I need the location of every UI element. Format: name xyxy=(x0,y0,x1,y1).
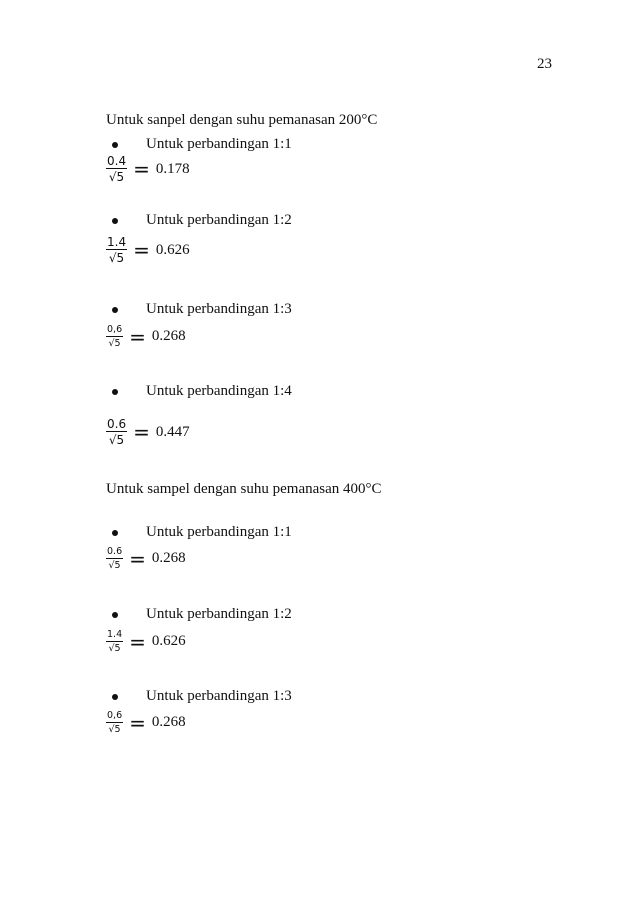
fraction xyxy=(106,711,123,734)
bullet-icon xyxy=(112,612,118,618)
fraction xyxy=(106,630,123,653)
formula-result: 0.178 xyxy=(155,160,190,177)
fraction-numerator: 1.4 xyxy=(107,235,127,249)
fraction xyxy=(106,325,123,348)
bullet-icon xyxy=(112,530,118,536)
fraction-denominator: √5 xyxy=(108,723,121,735)
fraction xyxy=(106,547,123,570)
list-item-label: Untuk perbandingan 1:1 xyxy=(146,524,292,540)
formula xyxy=(106,155,190,183)
list-item-label: Untuk perbandingan 1:4 xyxy=(146,383,292,399)
fraction-denominator: √5 xyxy=(108,559,121,571)
fraction-denominator: √5 xyxy=(108,170,125,184)
section-heading-400c: Untuk sampel dengan suhu pemanasan 400°C xyxy=(106,481,382,497)
bullet-icon xyxy=(112,218,118,224)
list-item-label: Untuk perbandingan 1:1 xyxy=(146,136,292,152)
bullet-icon xyxy=(112,694,118,700)
fraction-numerator: 0,6 xyxy=(107,710,123,721)
formula xyxy=(106,236,190,264)
formula xyxy=(106,418,190,446)
fraction-numerator: 0.4 xyxy=(107,154,127,168)
bullet-icon xyxy=(112,307,118,313)
fraction-denominator: √5 xyxy=(108,251,125,265)
fraction-denominator: √5 xyxy=(108,337,121,349)
equals-sign: = xyxy=(129,324,146,349)
fraction xyxy=(106,155,127,183)
equals-sign: = xyxy=(133,157,150,181)
list-item-label: Untuk perbandingan 1:3 xyxy=(146,301,292,317)
fraction xyxy=(106,236,127,264)
fraction-numerator: 1.4 xyxy=(107,629,123,640)
fraction-numerator: 0,6 xyxy=(107,324,123,335)
fraction-denominator: √5 xyxy=(108,433,125,447)
fraction-numerator: 0.6 xyxy=(107,546,123,557)
formula-result: 0.268 xyxy=(151,714,186,730)
bullet-icon xyxy=(112,389,118,395)
list-item-label: Untuk perbandingan 1:2 xyxy=(146,606,292,622)
formula-result: 0.268 xyxy=(151,550,186,566)
formula xyxy=(106,547,186,570)
list-item-label: Untuk perbandingan 1:3 xyxy=(146,688,292,704)
formula xyxy=(106,630,186,653)
fraction-numerator: 0.6 xyxy=(107,417,127,431)
formula-result: 0.626 xyxy=(155,241,190,258)
formula xyxy=(106,325,186,348)
formula-result: 0.447 xyxy=(155,423,190,440)
list-item-label: Untuk perbandingan 1:2 xyxy=(146,212,292,228)
formula-result: 0.626 xyxy=(151,633,186,649)
equals-sign: = xyxy=(133,420,150,444)
equals-sign: = xyxy=(129,546,146,571)
equals-sign: = xyxy=(129,710,146,735)
equals-sign: = xyxy=(129,629,146,654)
fraction-denominator: √5 xyxy=(108,642,121,654)
bullet-icon xyxy=(112,142,118,148)
equals-sign: = xyxy=(133,238,150,262)
fraction xyxy=(106,418,127,446)
page-number: 23 xyxy=(537,56,552,72)
formula xyxy=(106,711,186,734)
section-heading-200c: Untuk sanpel dengan suhu pemanasan 200°C xyxy=(106,112,378,128)
formula-result: 0.268 xyxy=(151,328,186,344)
